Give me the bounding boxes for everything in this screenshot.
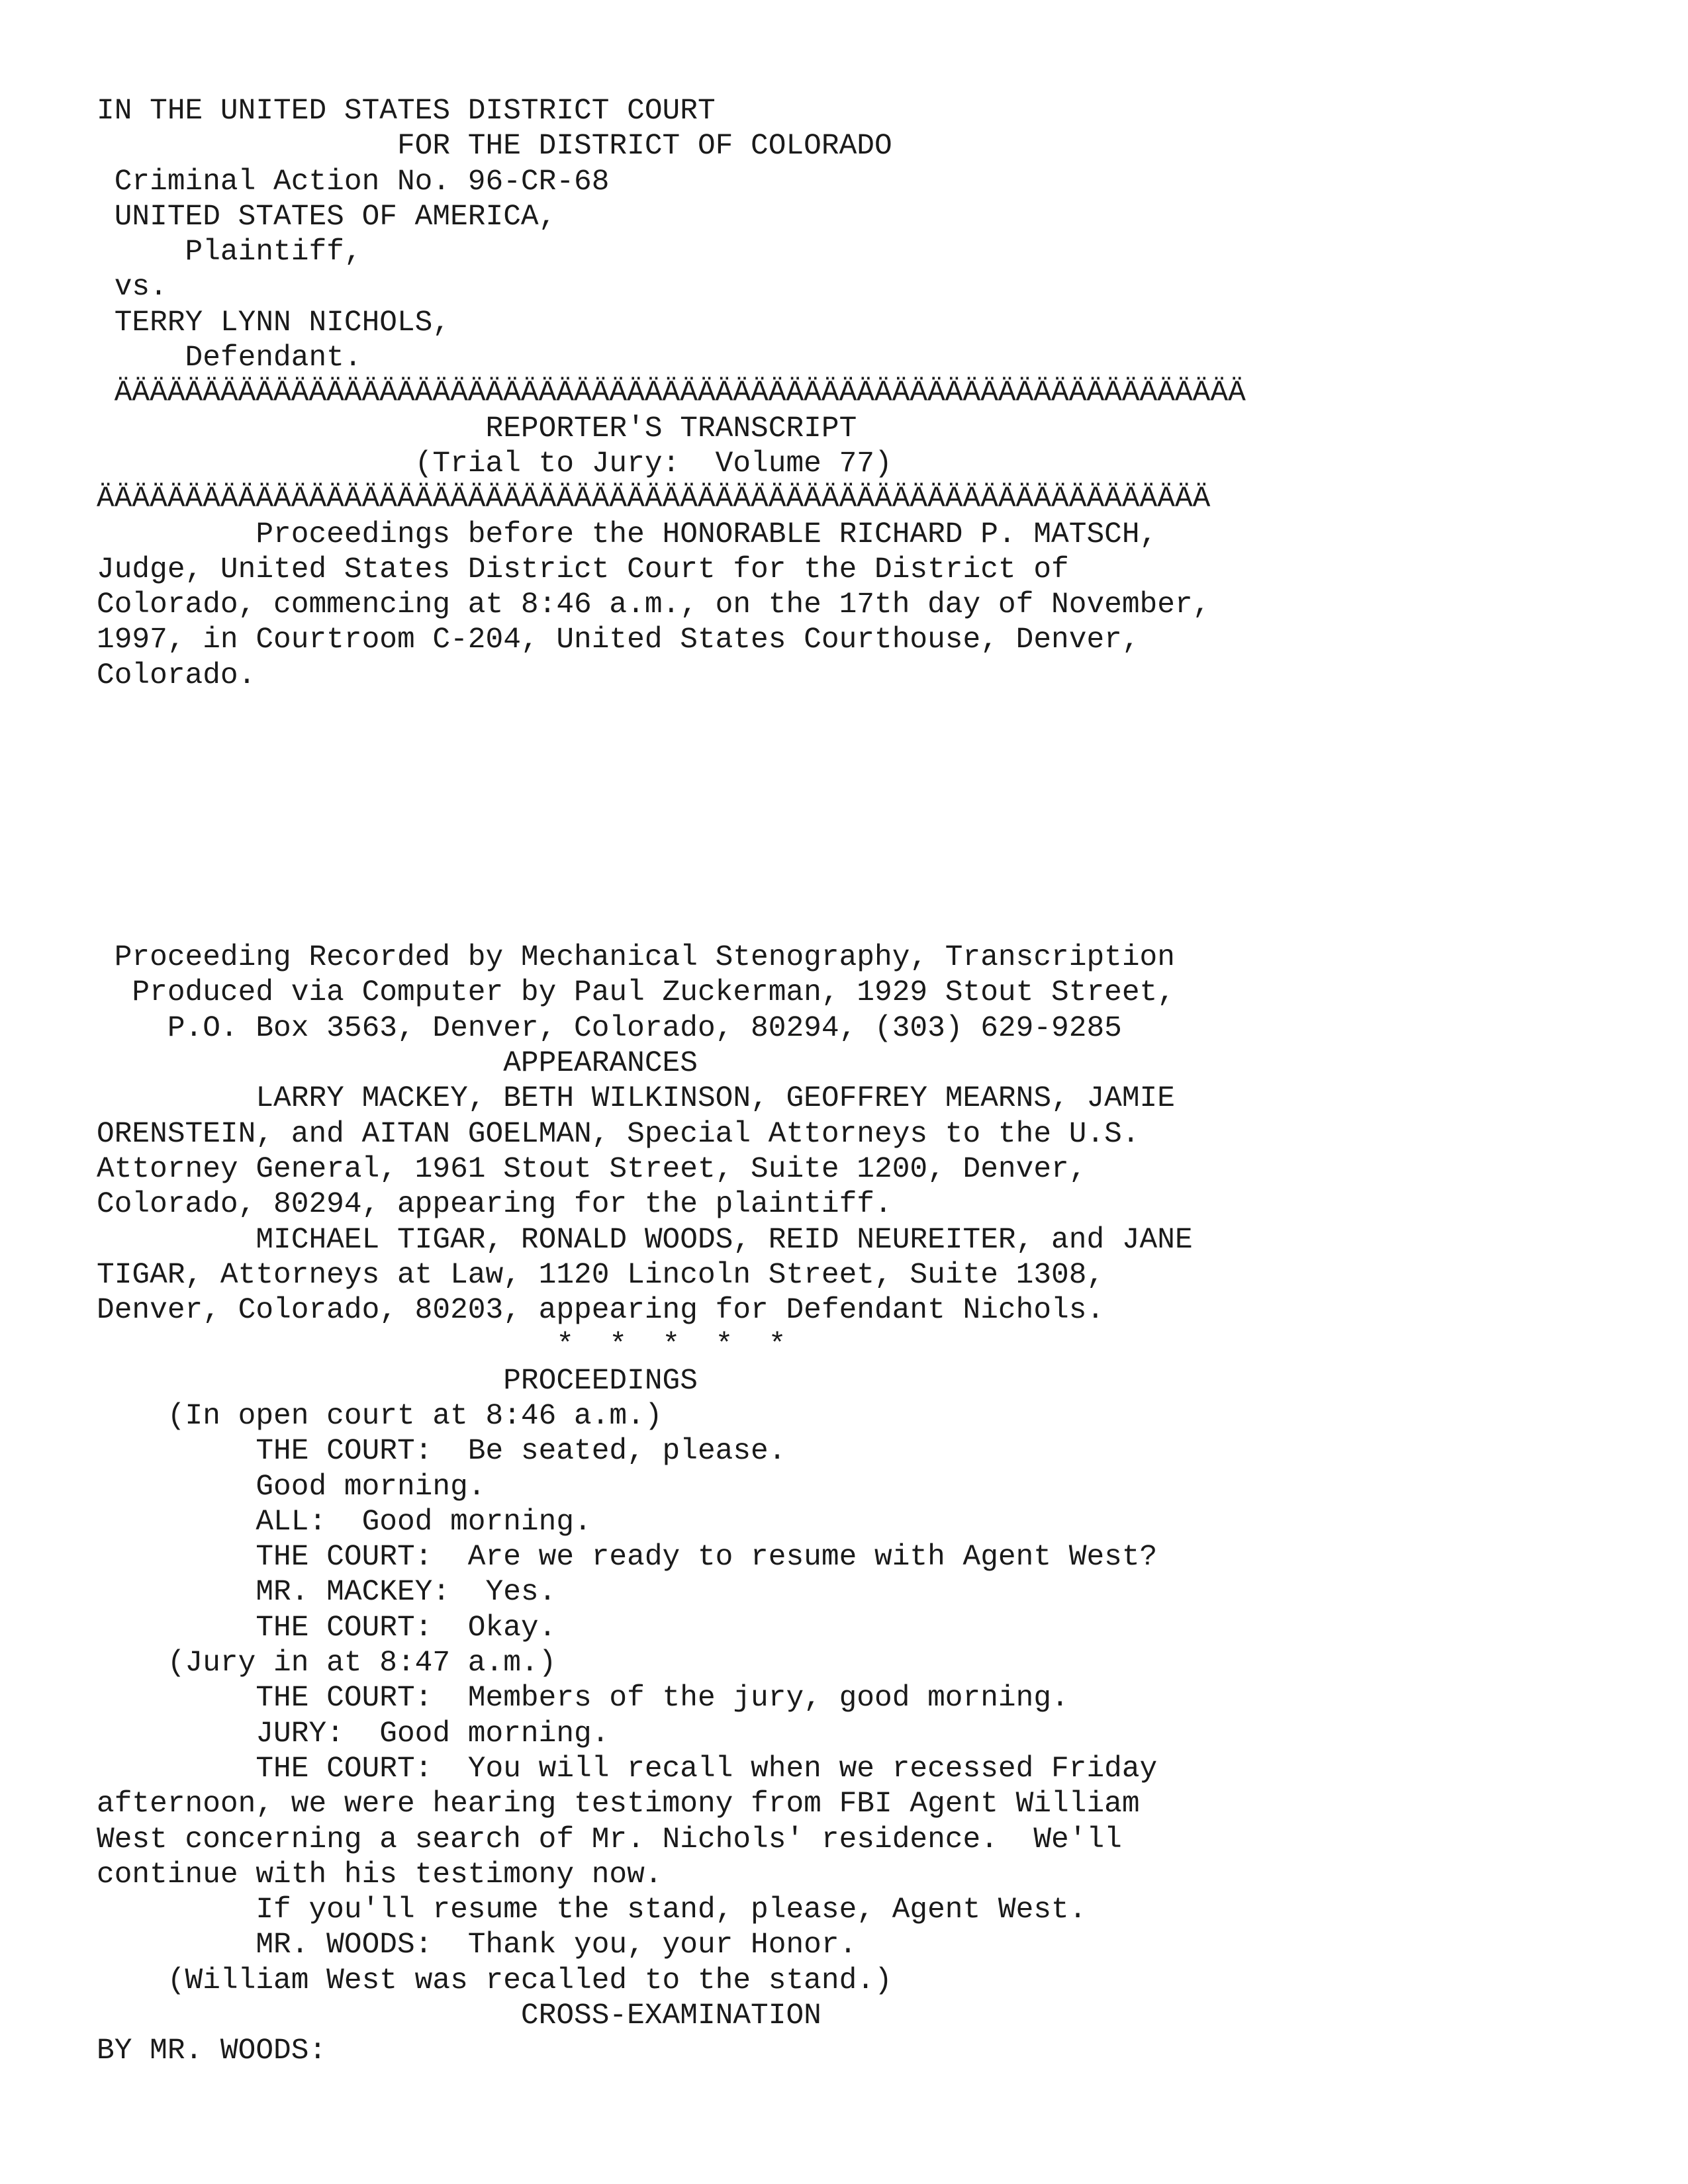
blank-line — [97, 729, 1246, 764]
defendant-role-line: Defendant. — [97, 341, 362, 375]
separator-line-1: ÄÄÄÄÄÄÄÄÄÄÄÄÄÄÄÄÄÄÄÄÄÄÄÄÄÄÄÄÄÄÄÄÄÄÄÄÄÄÄÄÄÄÄÄÄÄÄÄÄÄÄÄÄÄÄÄÄÄÄÄÄÄÄÄ — [97, 377, 1246, 410]
blank-line — [97, 799, 1246, 835]
plaintiff-counsel-line: ORENSTEIN, and AITAN GOELMAN, Special Attorneys to the U.S. — [97, 1117, 1140, 1151]
transcript-line: If you'll resume the stand, please, Agent West. — [97, 1893, 1087, 1927]
plaintiff-name-line: UNITED STATES OF AMERICA, — [97, 200, 557, 234]
transcript-line: THE COURT: Okay. — [97, 1611, 557, 1645]
proceedings-intro-line: Proceedings before the HONORABLE RICHARD P. MATSCH, — [97, 518, 1158, 551]
blank-line — [97, 835, 1246, 870]
cross-examination-heading: CROSS-EXAMINATION — [97, 1999, 821, 2033]
transcript-line: (In open court at 8:46 a.m.) — [97, 1399, 663, 1433]
transcript-line: afternoon, we were hearing testimony from FBI Agent William — [97, 1788, 1140, 1821]
transcript-line: (Jury in at 8:47 a.m.) — [97, 1647, 557, 1680]
proceedings-intro-line: Judge, United States District Court for the District of — [97, 553, 1069, 586]
appearances-heading: APPEARANCES — [97, 1047, 698, 1081]
transcript-body — [97, 94, 1246, 2070]
examiner-line: BY MR. WOODS: — [97, 2034, 327, 2068]
separator-line-2: ÄÄÄÄÄÄÄÄÄÄÄÄÄÄÄÄÄÄÄÄÄÄÄÄÄÄÄÄÄÄÄÄÄÄÄÄÄÄÄÄÄÄÄÄÄÄÄÄÄÄÄÄÄÄÄÄÄÄÄÄÄÄÄ — [97, 482, 1211, 516]
plaintiff-counsel-line: LARRY MACKEY, BETH WILKINSON, GEOFFREY MEARNS, JAMIE — [97, 1082, 1175, 1116]
blank-line — [97, 694, 1246, 729]
transcript-line: THE COURT: You will recall when we recessed Friday — [97, 1752, 1158, 1786]
proceedings-intro-line: Colorado, commencing at 8:46 a.m., on the 17th day of November, — [97, 588, 1211, 622]
transcript-title: REPORTER'S TRANSCRIPT — [97, 412, 857, 445]
transcript-line: MR. WOODS: Thank you, your Honor. — [97, 1929, 857, 1962]
transcript-line: JURY: Good morning. — [97, 1717, 610, 1751]
transcript-line: West concerning a search of Mr. Nichols' residence. We'll — [97, 1823, 1122, 1856]
blank-line — [97, 764, 1246, 799]
blank-line — [97, 870, 1246, 905]
defense-counsel-line: Denver, Colorado, 80203, appearing for Defendant Nichols. — [97, 1294, 1105, 1328]
asterisk-divider: * * * * * — [97, 1329, 786, 1363]
transcript-line: THE COURT: Members of the jury, good morning. — [97, 1682, 1069, 1715]
plaintiff-counsel-line: Colorado, 80294, appearing for the plaintiff. — [97, 1188, 892, 1222]
transcript-line: THE COURT: Be seated, please. — [97, 1435, 786, 1469]
recording-note-line: P.O. Box 3563, Denver, Colorado, 80294, (303) 629-9285 — [97, 1011, 1122, 1045]
case-number-line: Criminal Action No. 96-CR-68 — [97, 165, 610, 199]
transcript-line: MR. MACKEY: Yes. — [97, 1576, 557, 1610]
district-line: FOR THE DISTRICT OF COLORADO — [97, 130, 892, 163]
defendant-name-line: TERRY LYNN NICHOLS, — [97, 306, 451, 340]
transcript-line: Good morning. — [97, 1470, 486, 1504]
transcript-line: ALL: Good morning. — [97, 1505, 592, 1539]
volume-line: (Trial to Jury: Volume 77) — [97, 447, 892, 480]
court-name-line: IN THE UNITED STATES DISTRICT COURT — [97, 95, 716, 128]
plaintiff-counsel-line: Attorney General, 1961 Stout Street, Suite 1200, Denver, — [97, 1152, 1087, 1186]
defense-counsel-line: TIGAR, Attorneys at Law, 1120 Lincoln Street, Suite 1308, — [97, 1258, 1105, 1292]
plaintiff-role-line: Plaintiff, — [97, 236, 362, 269]
versus-line: vs. — [97, 271, 167, 304]
transcript-line: continue with his testimony now. — [97, 1858, 663, 1891]
proceedings-intro-line: Colorado. — [97, 659, 256, 692]
defense-counsel-line: MICHAEL TIGAR, RONALD WOODS, REID NEUREITER, and JANE — [97, 1223, 1193, 1257]
transcript-line: (William West was recalled to the stand.) — [97, 1964, 892, 1997]
proceedings-intro-line: 1997, in Courtroom C-204, United States Courthouse, Denver, — [97, 623, 1140, 657]
blank-line — [97, 905, 1246, 940]
recording-note-line: Produced via Computer by Paul Zuckerman, 1929 Stout Street, — [97, 976, 1175, 1010]
recording-note-line: Proceeding Recorded by Mechanical Stenography, Transcription — [97, 941, 1175, 975]
transcript-line: THE COURT: Are we ready to resume with Agent West? — [97, 1541, 1158, 1574]
proceedings-heading: PROCEEDINGS — [97, 1364, 698, 1398]
